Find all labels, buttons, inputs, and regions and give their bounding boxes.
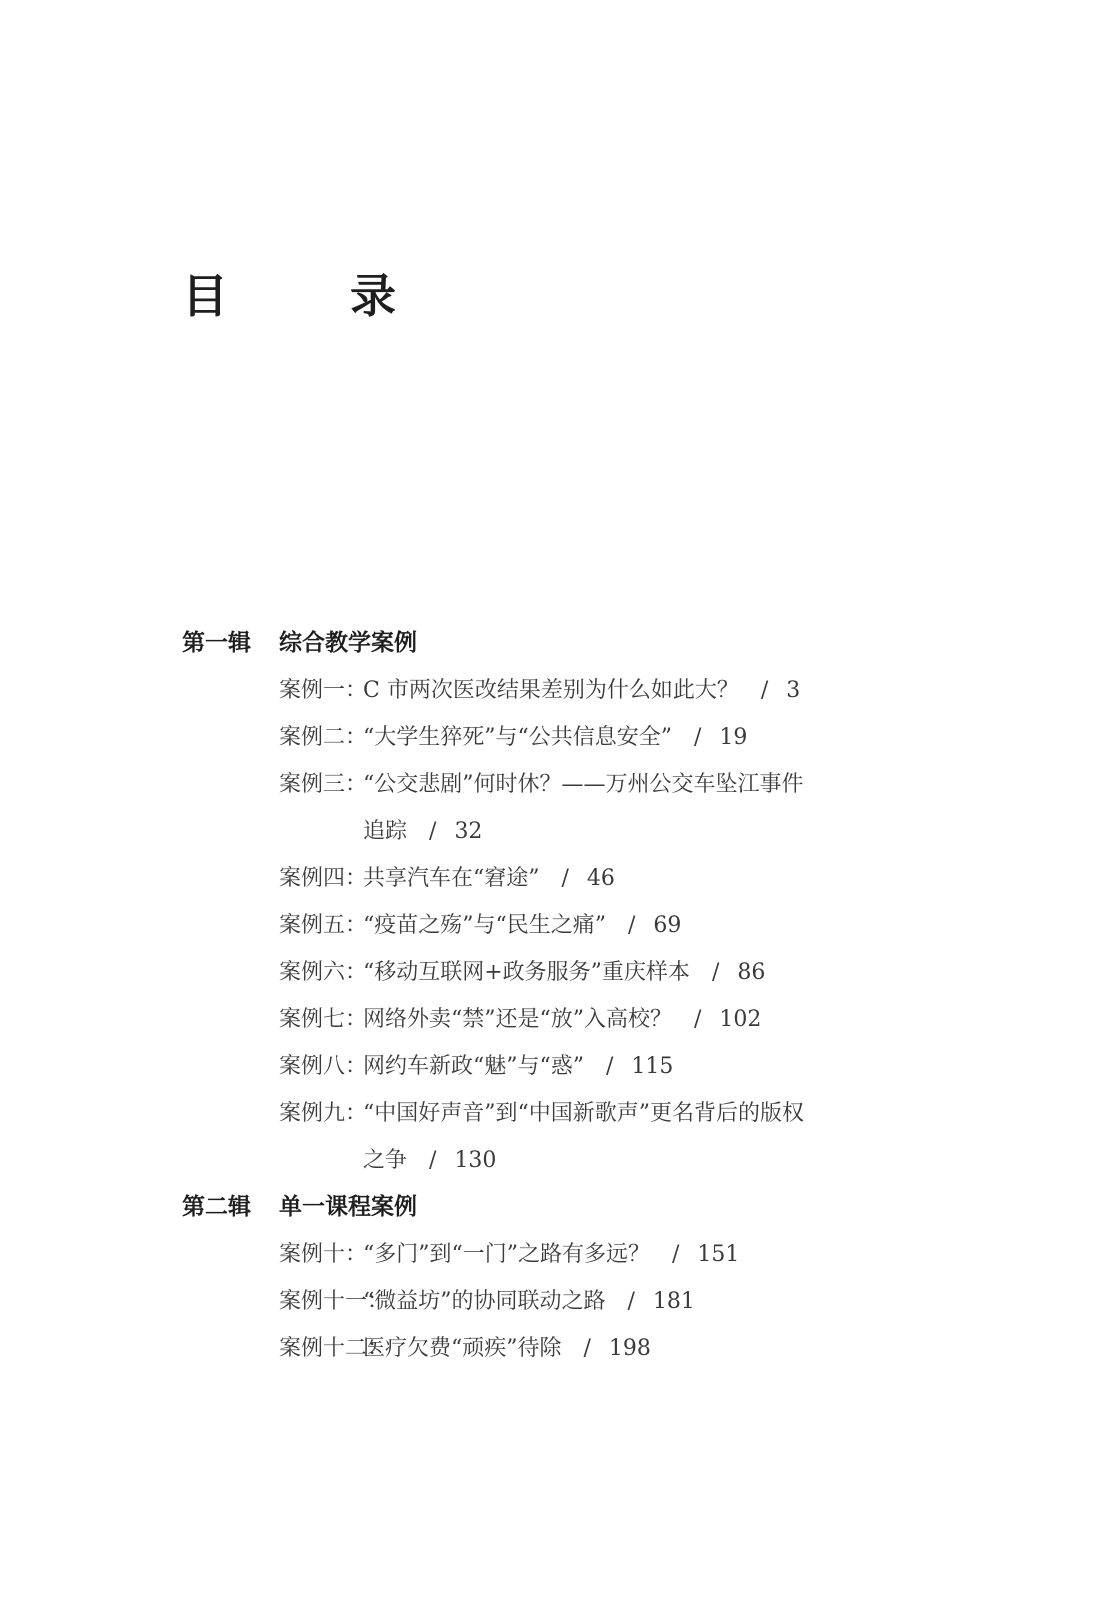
page-separator: / xyxy=(672,1242,680,1267)
page-separator: / xyxy=(694,725,702,750)
entry-title-line xyxy=(363,667,853,714)
entry-title: “多门”到“一门”之路有多远？ xyxy=(363,1242,650,1267)
entry-label: 案例十二： xyxy=(279,1336,390,1361)
entry-label: 案例七： xyxy=(279,1007,368,1032)
entry-body xyxy=(363,1043,853,1090)
entry-body xyxy=(363,761,853,855)
entry-body xyxy=(363,667,853,714)
entry-title-line xyxy=(363,1278,853,1325)
entry-body xyxy=(363,714,853,761)
entry-label: 案例八： xyxy=(279,1054,368,1079)
entry-label: 案例二： xyxy=(279,725,368,750)
page-separator: / xyxy=(627,1289,635,1314)
page-separator: / xyxy=(606,1054,614,1079)
section-number: 第一辑 xyxy=(182,630,251,656)
entry-title-line xyxy=(363,761,853,808)
entry-title-line xyxy=(363,902,853,949)
entry-label: 案例四： xyxy=(279,866,368,891)
page-number: 198 xyxy=(608,1336,651,1361)
entry-label: 案例九： xyxy=(279,1101,368,1126)
entry-body xyxy=(363,902,853,949)
toc-entry[interactable] xyxy=(182,1043,882,1090)
entry-title-continuation xyxy=(363,1137,853,1184)
entry-title: 追踪 xyxy=(363,819,408,844)
page-separator: / xyxy=(694,1007,702,1032)
entry-title: “微益坊”的协同联动之路 xyxy=(363,1289,606,1314)
entry-body xyxy=(363,1278,853,1325)
toc-entry[interactable] xyxy=(182,667,882,714)
toc-entry[interactable] xyxy=(182,761,882,855)
toc-entry[interactable] xyxy=(182,1090,882,1184)
page-separator: / xyxy=(760,678,769,703)
entry-title: 网络外卖“禁”还是“放”入高校？ xyxy=(363,1007,672,1032)
entry-body xyxy=(363,1231,853,1278)
entry-body xyxy=(363,949,853,996)
page-number: 3 xyxy=(786,678,801,703)
entry-label: 案例三： xyxy=(279,772,368,797)
entry-body xyxy=(363,855,853,902)
page-separator: / xyxy=(429,1148,437,1173)
entry-title: 医疗欠费“顽疾”待除 xyxy=(363,1336,562,1361)
page-separator: / xyxy=(429,819,437,844)
page-separator: / xyxy=(561,866,569,891)
entry-title: “疫苗之殇”与“民生之痛” xyxy=(363,913,606,938)
page-separator: / xyxy=(628,913,636,938)
entry-title-line xyxy=(363,1090,853,1137)
toc-entry[interactable] xyxy=(182,902,882,949)
page-number: 69 xyxy=(653,913,682,938)
entry-title-line xyxy=(363,949,853,996)
entry-title-line xyxy=(363,855,853,902)
section-name: 综合教学案例 xyxy=(279,630,417,656)
entry-body xyxy=(363,1090,853,1184)
section-heading xyxy=(182,620,882,667)
page-number: 86 xyxy=(737,960,766,985)
entry-title: “大学生猝死”与“公共信息安全” xyxy=(363,725,672,750)
page-number: 115 xyxy=(631,1054,674,1079)
toc-entry[interactable] xyxy=(182,1278,882,1325)
section-heading xyxy=(182,1184,882,1231)
page-number: 181 xyxy=(652,1289,695,1314)
page-number: 151 xyxy=(697,1242,740,1267)
toc-entry[interactable] xyxy=(182,855,882,902)
page-number: 130 xyxy=(454,1148,497,1173)
entry-label: 案例十： xyxy=(279,1242,368,1267)
entry-title: “移动互联网+政务服务”重庆样本 xyxy=(363,960,690,985)
toc-entry[interactable] xyxy=(182,996,882,1043)
entry-title: C 市两次医改结果差别为什么如此大？ xyxy=(363,678,739,703)
entry-label: 案例一： xyxy=(279,678,368,703)
toc-entry[interactable] xyxy=(182,1231,882,1278)
page-separator: / xyxy=(583,1336,591,1361)
entry-title-line xyxy=(363,1325,853,1372)
entry-title-line xyxy=(363,714,853,761)
page-number: 32 xyxy=(454,819,483,844)
entry-body xyxy=(363,996,853,1043)
entry-title-line xyxy=(363,1231,853,1278)
entry-title-continuation xyxy=(363,808,853,855)
section-name: 单一课程案例 xyxy=(279,1194,417,1220)
entry-title-line xyxy=(363,996,853,1043)
page-number: 102 xyxy=(719,1007,762,1032)
page-separator: / xyxy=(711,960,720,985)
section-number: 第二辑 xyxy=(182,1194,251,1220)
entry-body xyxy=(363,1325,853,1372)
page-title: 目 录 xyxy=(182,269,434,323)
entry-title-line xyxy=(363,1043,853,1090)
entry-label: 案例十一： xyxy=(279,1289,390,1314)
entry-title: 网约车新政“魅”与“惑” xyxy=(363,1054,584,1079)
toc-entry[interactable] xyxy=(182,714,882,761)
table-of-contents xyxy=(182,620,882,1372)
entry-title: 共享汽车在“窘途” xyxy=(363,866,540,891)
entry-label: 案例五： xyxy=(279,913,368,938)
toc-entry[interactable] xyxy=(182,949,882,996)
entry-title: “中国好声音”到“中国新歌声”更名背后的版权 xyxy=(363,1101,804,1126)
entry-label: 案例六： xyxy=(279,960,368,985)
entry-title: “公交悲剧”何时休？——万州公交车坠江事件 xyxy=(363,772,804,797)
page-number: 19 xyxy=(719,725,748,750)
entry-title: 之争 xyxy=(363,1148,408,1173)
toc-entry[interactable] xyxy=(182,1325,882,1372)
page-number: 46 xyxy=(586,866,615,891)
